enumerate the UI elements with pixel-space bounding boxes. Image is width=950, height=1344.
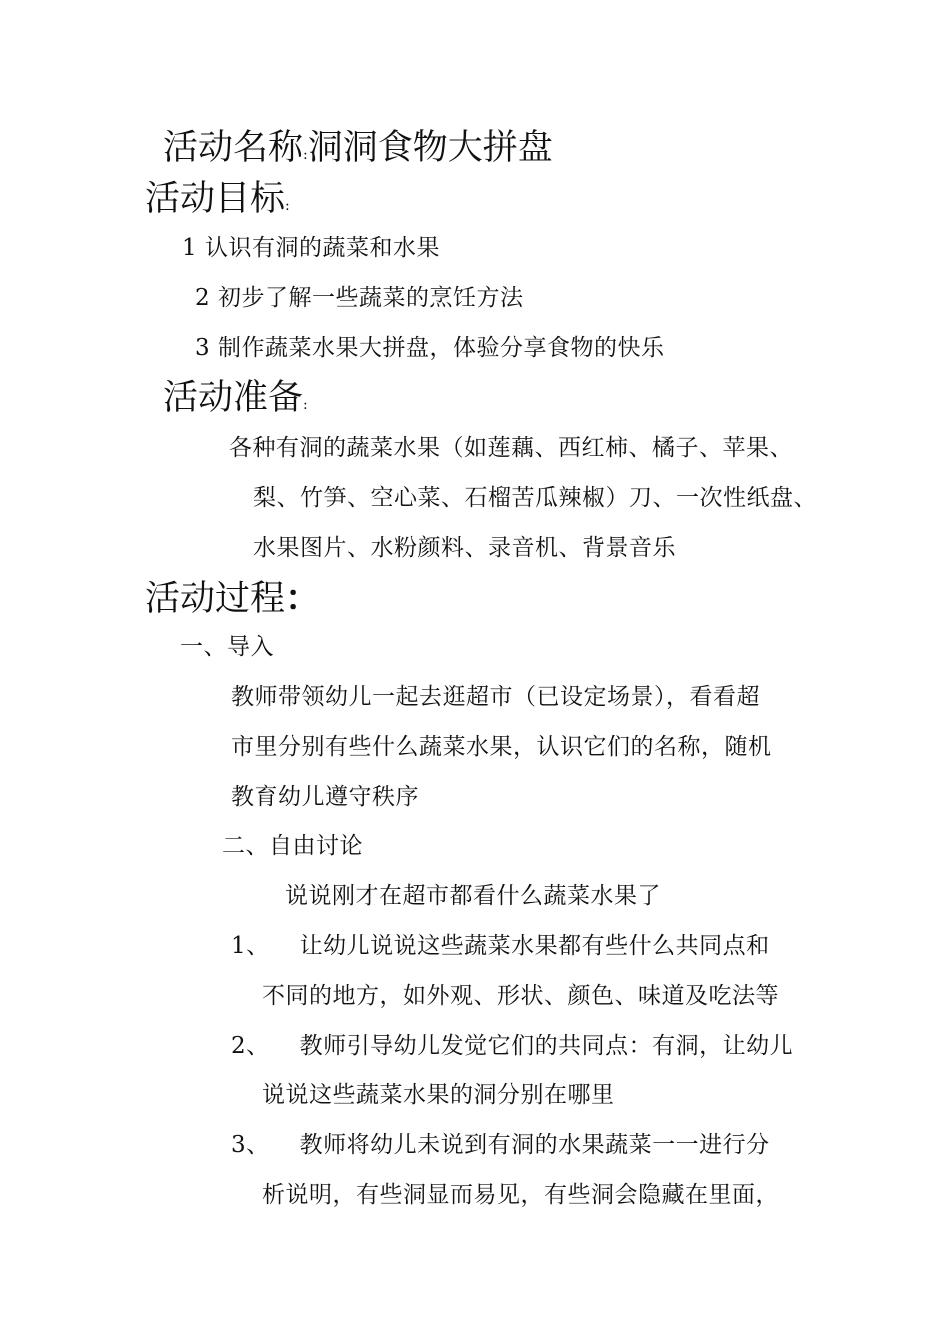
prep-line-1: 各种有洞的蔬菜水果（如莲藕、西红柿、橘子、苹果、: [229, 435, 793, 461]
list-item-1-text: 让幼儿说说这些蔬菜水果都有些什么共同点和: [299, 933, 770, 959]
goal-item-3: 3 制作蔬菜水果大拼盘，体验分享食物的快乐: [195, 335, 665, 361]
list-item-2-cont: 说说这些蔬菜水果的洞分别在哪里: [262, 1082, 615, 1108]
activity-title-colon: :: [303, 147, 308, 163]
goals-heading: [145, 179, 290, 219]
section-1-line-1: 教师带领幼儿一起去逛超市（已设定场景），看看超: [231, 684, 760, 710]
section-1-line-3: 教育幼儿遵守秩序: [231, 784, 419, 810]
process-heading: [145, 578, 321, 619]
goals-heading-label: 活动目标: [145, 179, 286, 219]
activity-title: [163, 128, 553, 168]
prep-heading-colon: :: [303, 397, 308, 413]
list-item-3-text: 教师将幼儿未说到有洞的水果蔬菜一一进行分: [299, 1132, 770, 1158]
list-item-1: [231, 935, 770, 958]
prep-heading: [163, 378, 308, 418]
prep-line-3: 水果图片、水粉颜料、录音机、背景音乐: [253, 535, 676, 561]
section-1-heading: 一、导入: [180, 634, 274, 660]
list-item-1-cont: 不同的地方，如外观、形状、颜色、味道及吃法等: [262, 983, 779, 1009]
list-item-3-number: 3、: [231, 1132, 270, 1158]
goal-item-2: 2 初步了解一些蔬菜的烹饪方法: [195, 285, 524, 311]
section-2-heading: 二、自由讨论: [222, 833, 363, 859]
activity-title-value: 洞洞食物大拼盘: [307, 128, 553, 168]
section-1-line-2: 市里分别有些什么蔬菜水果，认识它们的名称，随机: [231, 734, 772, 760]
list-item-2: [231, 1035, 793, 1058]
goal-item-1: 1 认识有洞的蔬菜和水果: [182, 235, 440, 261]
process-heading-label: 活动过程: [145, 579, 286, 619]
list-item-1-number: 1、: [231, 933, 270, 959]
list-item-2-number: 2、: [231, 1033, 270, 1059]
prep-heading-label: 活动准备: [163, 378, 304, 418]
prep-line-2: 梨、竹笋、空心菜、石榴苦瓜辣椒）刀、一次性纸盘、: [253, 485, 817, 511]
activity-title-label: 活动名称: [163, 128, 304, 168]
process-heading-colon: ：: [285, 578, 321, 619]
list-item-3-cont: 析说明，有些洞显而易见，有些洞会隐藏在里面，: [262, 1182, 779, 1208]
goals-heading-colon: :: [285, 198, 290, 214]
list-item-3: [231, 1134, 770, 1157]
list-item-2-text: 教师引导幼儿发觉它们的共同点：有洞，让幼儿: [299, 1033, 794, 1059]
section-2-intro: 说说刚才在超市都看什么蔬菜水果了: [285, 883, 661, 909]
